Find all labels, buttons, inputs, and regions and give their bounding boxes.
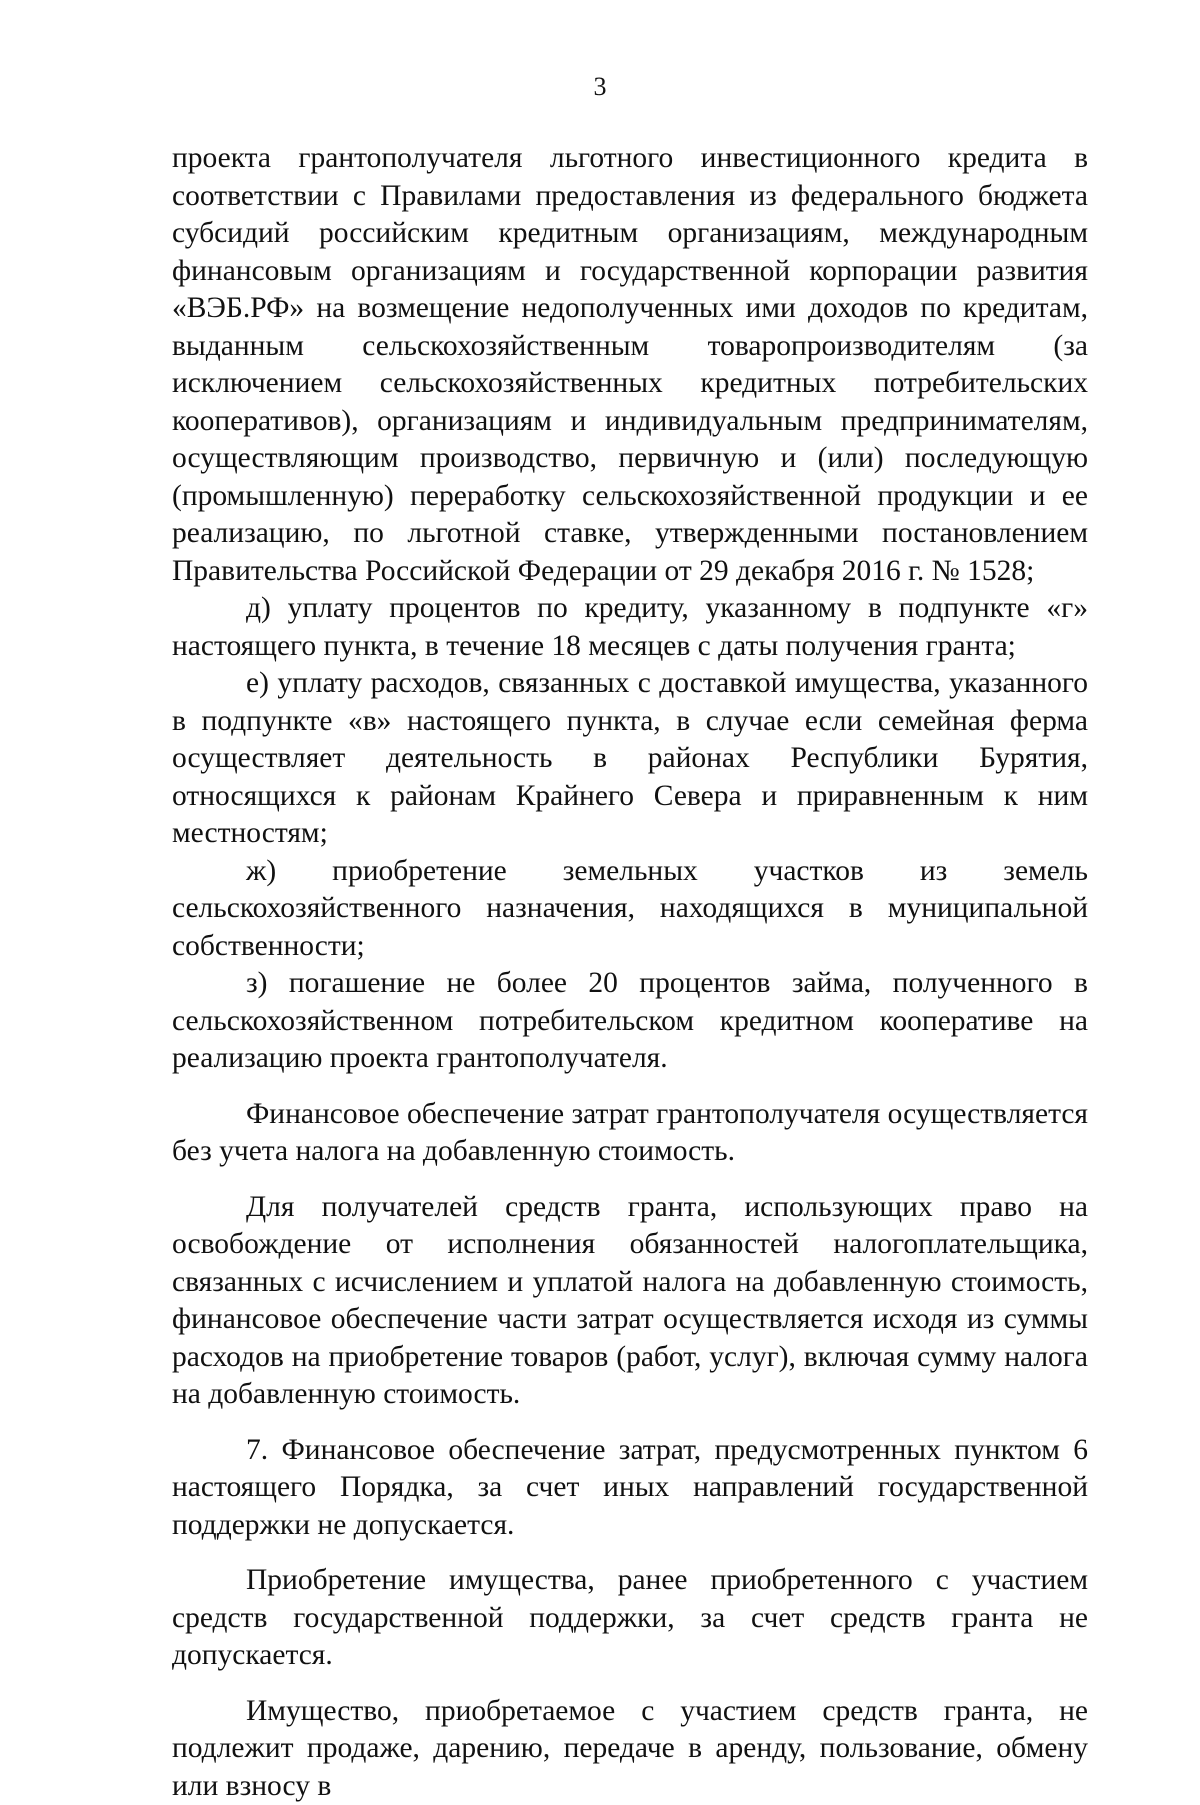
paragraph-vat-exclusion: Финансовое обеспечение затрат грантополучателя осуществляется без учета налога на добавленную стоимость. xyxy=(172,1096,1088,1171)
paragraph-vat-exempt: Для получателей средств гранта, использующих право на освобождение от исполнения обязанностей налогоплательщика, связанных с исчислением и уплатой налога на добавленную стоимость, финансовое обеспечение части затрат осуществляется исходя из суммы расходов на приобретение товаров (работ, услуг), включая сумму налога на добавленную стоимость. xyxy=(172,1189,1088,1414)
paragraph-continuation: проекта грантополучателя льготного инвестиционного кредита в соответствии с Правилами предоставления из федерального бюджета субсидий российским кредитным организациям, международным финансовым организациям и государственной корпорации развития «ВЭБ.РФ» на возмещение недополученных ими доходов по кредитам, выданным сельскохозяйственным товаропроизводителям (за исключением сельскохозяйственных кредитных потребительских кооперативов), организациям и индивидуальным предпринимателям, осуществляющим производство, первичную и (или) последующую (промышленную) переработку сельскохозяйственной продукции и ее реализацию, по льготной ставке, утвержденными постановлением Правительства Российской Федерации от 29 декабря 2016 г. № 1528; xyxy=(172,140,1088,590)
document-body xyxy=(172,140,1088,1805)
paragraph-prior-property: Приобретение имущества, ранее приобретенного с участием средств государственной поддержки, за счет средств гранта не допускается. xyxy=(172,1562,1088,1675)
paragraph-item-e: е) уплату расходов, связанных с доставкой имущества, указанного в подпункте «в» настоящего пункта, в случае если семейная ферма осуществляет деятельность в районах Республики Бурятия, относящихся к районам Крайнего Севера и приравненным к ним местностям; xyxy=(172,665,1088,853)
paragraph-item-zh: ж) приобретение земельных участков из земель сельскохозяйственного назначения, находящихся в муниципальной собственности; xyxy=(172,853,1088,966)
paragraph-item-d: д) уплату процентов по кредиту, указанному в подпункте «г» настоящего пункта, в течение 18 месяцев с даты получения гранта; xyxy=(172,590,1088,665)
paragraph-property-restrictions: Имущество, приобретаемое с участием средств гранта, не подлежит продаже, дарению, передаче в аренду, пользование, обмену или взносу в xyxy=(172,1693,1088,1805)
paragraph-item-z: з) погашение не более 20 процентов займа, полученного в сельскохозяйственном потребительском кредитном кооперативе на реализацию проекта грантополучателя. xyxy=(172,965,1088,1078)
page-number: 3 xyxy=(0,70,1200,104)
paragraph-section-7: 7. Финансовое обеспечение затрат, предусмотренных пунктом 6 настоящего Порядка, за счет иных направлений государственной поддержки не допускается. xyxy=(172,1432,1088,1545)
